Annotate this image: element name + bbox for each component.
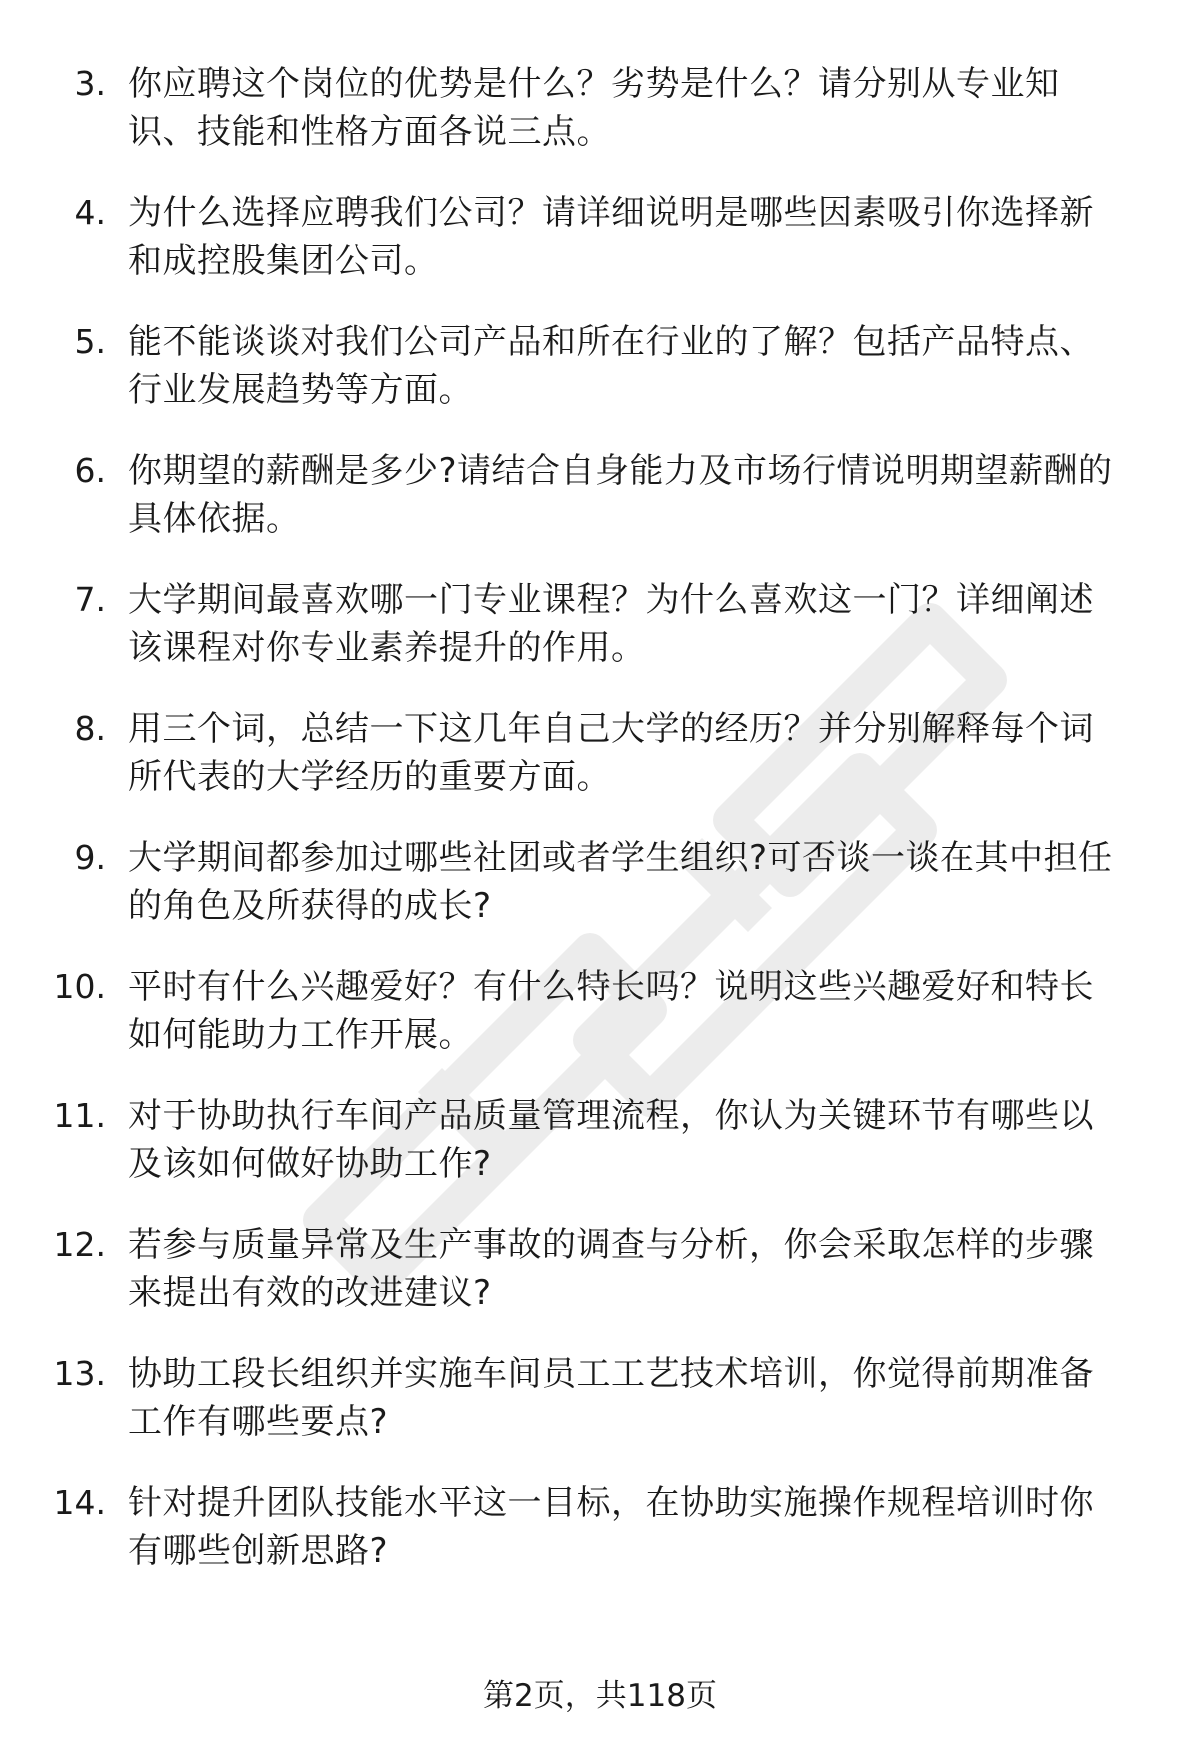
question-text (128, 834, 1168, 930)
question-line: 及该如何做好协助工作? (128, 1144, 492, 1184)
question-line: 你应聘这个岗位的优势是什么？劣势是什么？请分别从专业知 (128, 64, 1060, 104)
question-text (128, 189, 1168, 285)
question-number: 9. (74, 838, 106, 877)
question-number: 11. (53, 1096, 106, 1135)
question-text (128, 576, 1168, 672)
question-item (0, 1092, 1200, 1221)
question-item (0, 963, 1200, 1092)
question-number: 8. (74, 709, 106, 748)
question-text (128, 1092, 1168, 1188)
question-number: 10. (53, 967, 106, 1006)
question-number: 4. (74, 193, 106, 232)
question-line: 协助工段长组织并实施车间员工工艺技术培训，你觉得前期准备 (128, 1354, 1094, 1394)
question-line: 有哪些创新思路? (128, 1531, 389, 1571)
question-number: 14. (53, 1483, 106, 1522)
question-list (0, 60, 1200, 1608)
question-item (0, 318, 1200, 447)
question-item (0, 834, 1200, 963)
question-line: 大学期间最喜欢哪一门专业课程？为什么喜欢这一门？详细阐述 (128, 580, 1094, 620)
question-line: 如何能助力工作开展。 (128, 1015, 473, 1055)
question-text (128, 1221, 1168, 1317)
page-number-footer: 第2页，共118页 (483, 1678, 717, 1714)
question-number: 12. (53, 1225, 106, 1264)
question-text (128, 447, 1168, 543)
question-line: 用三个词，总结一下这几年自己大学的经历？并分别解释每个词 (128, 709, 1094, 749)
question-text (128, 318, 1168, 414)
question-item (0, 1221, 1200, 1350)
question-line: 对于协助执行车间产品质量管理流程，你认为关键环节有哪些以 (128, 1096, 1094, 1136)
question-item (0, 189, 1200, 318)
question-line: 该课程对你专业素养提升的作用。 (128, 628, 646, 668)
question-line: 所代表的大学经历的重要方面。 (128, 757, 611, 797)
question-number: 5. (74, 322, 106, 361)
question-line: 大学期间都参加过哪些社团或者学生组织?可否谈一谈在其中担任 (128, 838, 1113, 878)
question-line: 识、技能和性格方面各说三点。 (128, 112, 611, 152)
question-line: 平时有什么兴趣爱好？有什么特长吗？说明这些兴趣爱好和特长 (128, 967, 1094, 1007)
question-line: 的角色及所获得的成长? (128, 886, 492, 926)
question-text (128, 60, 1168, 156)
question-line: 为什么选择应聘我们公司？请详细说明是哪些因素吸引你选择新 (128, 193, 1094, 233)
question-text (128, 705, 1168, 801)
question-text (128, 1350, 1168, 1446)
question-item (0, 447, 1200, 576)
question-item (0, 705, 1200, 834)
question-text (128, 1479, 1168, 1575)
question-line: 针对提升团队技能水平这一目标，在协助实施操作规程培训时你 (128, 1483, 1094, 1523)
question-number: 13. (53, 1354, 106, 1393)
question-line: 你期望的薪酬是多少?请结合自身能力及市场行情说明期望薪酬的 (128, 451, 1113, 491)
question-line: 和成控股集团公司。 (128, 241, 439, 281)
question-text (128, 963, 1168, 1059)
question-line: 能不能谈谈对我们公司产品和所在行业的了解？包括产品特点、 (128, 322, 1094, 362)
question-line: 行业发展趋势等方面。 (128, 370, 473, 410)
question-item (0, 1479, 1200, 1608)
question-line: 若参与质量异常及生产事故的调查与分析，你会采取怎样的步骤 (128, 1225, 1094, 1265)
question-item (0, 576, 1200, 705)
question-item (0, 1350, 1200, 1479)
question-line: 具体依据。 (128, 499, 301, 539)
question-line: 来提出有效的改进建议? (128, 1273, 492, 1313)
question-item (0, 60, 1200, 189)
question-number: 7. (74, 580, 106, 619)
question-number: 6. (74, 451, 106, 490)
question-line: 工作有哪些要点? (128, 1402, 389, 1442)
question-number: 3. (74, 64, 106, 103)
